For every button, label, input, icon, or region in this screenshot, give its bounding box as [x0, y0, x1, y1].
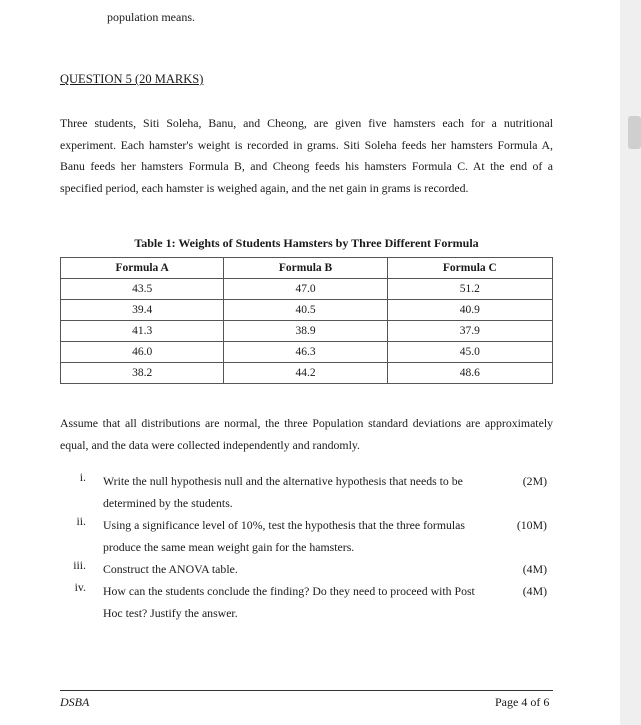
subquestion-marks: (4M): [522, 562, 547, 576]
subquestion: [60, 580, 553, 624]
table-cell: 43.5: [61, 279, 224, 300]
subquestion-text: Write the null hypothesis null and the alternative hypothesis that needs to be determined by the students.: [103, 474, 463, 510]
table-row: [61, 321, 553, 342]
subquestion-marks: (2M): [522, 474, 547, 488]
scrollbar-track[interactable]: [620, 0, 641, 725]
assumption-text: Assume that all distributions are normal, the three Population standard deviations are approximately equal, and the data were collected independently and randomly.: [60, 416, 553, 452]
table-caption: Table 1: Weights of Students Hamsters by Three Different Formula: [134, 236, 479, 250]
footer-divider: [60, 690, 553, 691]
subquestion: [60, 470, 553, 514]
table-header-row: [61, 258, 553, 279]
table-cell: 51.2: [387, 279, 552, 300]
subquestion-text: How can the students conclude the finding? Do they need to proceed with Post Hoc test? Justify the answer.: [103, 584, 475, 620]
hamster-weights-table: [60, 257, 553, 384]
scrollbar-thumb[interactable]: [628, 116, 641, 149]
table-cell: 44.2: [224, 363, 387, 384]
subquestion-number: iv.: [74, 580, 86, 594]
subquestion-text: Using a significance level of 10%, test the hypothesis that the three formulas produce the same mean weight gain for the hamsters.: [103, 518, 465, 554]
subquestion-number: i.: [79, 470, 86, 484]
table-cell: 40.5: [224, 300, 387, 321]
question-title: QUESTION 5 (20 MARKS): [60, 72, 204, 86]
subquestion-list: [60, 470, 553, 624]
table-cell: 39.4: [61, 300, 224, 321]
subquestion-marks: (4M): [522, 584, 547, 598]
table-row: [61, 342, 553, 363]
table-cell: 46.0: [61, 342, 224, 363]
footer-course-code: DSBA: [60, 695, 90, 709]
table-cell: 45.0: [387, 342, 552, 363]
subquestion-number: iii.: [73, 558, 86, 572]
table-cell: 41.3: [61, 321, 224, 342]
subquestion: [60, 558, 553, 580]
footer-page-number: Page 4 of 6: [495, 695, 550, 709]
column-header: Formula B: [224, 258, 387, 279]
subquestion-number: ii.: [76, 514, 86, 528]
table-cell: 38.9: [224, 321, 387, 342]
previous-question-text: population means.: [107, 10, 195, 24]
column-header: Formula A: [61, 258, 224, 279]
table-cell: 48.6: [387, 363, 552, 384]
table-cell: 38.2: [61, 363, 224, 384]
subquestion-marks: (10M): [516, 518, 547, 532]
table-row: [61, 279, 553, 300]
table-cell: 37.9: [387, 321, 552, 342]
table-cell: 47.0: [224, 279, 387, 300]
subquestion: [60, 514, 553, 558]
table-row: [61, 363, 553, 384]
column-header: Formula C: [387, 258, 552, 279]
subquestion-text: Construct the ANOVA table.: [103, 562, 238, 576]
table-row: [61, 300, 553, 321]
table-cell: 40.9: [387, 300, 552, 321]
table-cell: 46.3: [224, 342, 387, 363]
question-intro: Three students, Siti Soleha, Banu, and Cheong, are given five hamsters each for a nutritional experiment. Each hamster's weight is recorded in grams. Siti Soleha feeds her hamsters Formula A, Banu feeds her hamsters Formula B, and Cheong feeds his hamsters Formula C. At the end of a specified period, each hamster is weighed again, and the net gain in grams is recorded.: [60, 116, 553, 195]
